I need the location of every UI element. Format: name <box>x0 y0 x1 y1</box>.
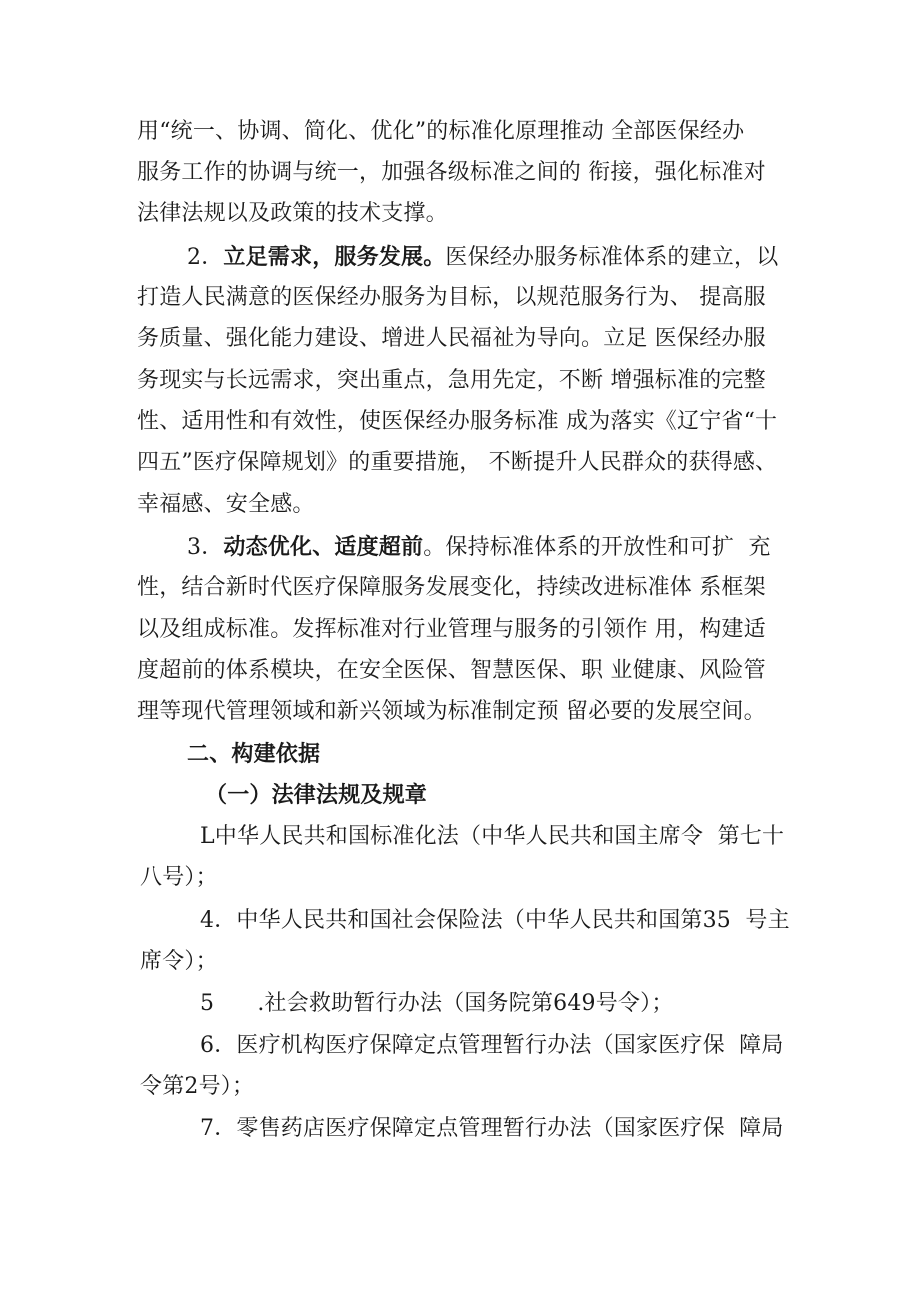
subsection1-heading: （一）法律法规及规章 <box>205 782 428 808</box>
item2-line-6: 四五”医疗保障规划》的重要措施， 不断提升人民群众的获得感、 <box>137 450 778 475</box>
section2-heading: 二、构建依据 <box>187 741 321 767</box>
law-1-line-2: 八号）； <box>140 865 218 890</box>
item3-title: 动态优化、适度超前 <box>223 534 424 560</box>
item2-line-3: 务质量、强化能力建设、增进人民福祉为导向。立足 医保经办服 <box>137 326 766 351</box>
law-1-line-1: L中华人民共和国标准化法（中华人民共和国主席令 第七十 <box>200 824 785 849</box>
item3-line-5: 理等现代管理领域和新兴领域为标准制定预 留必要的发展空间。 <box>137 699 766 724</box>
item3-line-2: 性，结合新时代医疗保障服务发展变化，持续改进标准体 系框架 <box>137 575 766 600</box>
item3-line-4: 度超前的体系模块，在安全医保、智慧医保、职 业健康、风险管 <box>137 658 766 683</box>
item3-number: 3． <box>187 535 224 560</box>
item3-first-line-rest: 。保持标准体系的开放性和可扩 充 <box>423 535 771 560</box>
law-3-line-1: 5 .社会救助暂行办法（国务院第649号令）； <box>200 991 674 1016</box>
item3-line-3: 以及组成标准。发挥标准对行业管理与服务的引领作 用，构建适 <box>137 617 766 642</box>
intro-line-2: 服务工作的协调与统一，加强各级标准之间的 衔接，强化标准对 <box>137 160 766 185</box>
item2-title: 立足需求，服务发展。 <box>223 244 446 270</box>
item2-line-7: 幸福感、安全感。 <box>137 492 315 517</box>
item2-line-5: 性、适用性和有效性，使医保经办服务标准 成为落实《辽宁省“十 <box>137 409 778 434</box>
intro-line-3: 法律法规以及政策的技术支撑。 <box>137 201 448 226</box>
item2-first-line-rest: 医保经办服务标准体系的建立，以 <box>445 245 779 270</box>
item3-first-line <box>187 533 771 562</box>
item2-number: 2． <box>187 245 224 270</box>
item2-line-4: 务现实与长远需求，突出重点，急用先定，不断 增强标准的完整 <box>137 368 766 393</box>
item2-first-line <box>187 243 778 272</box>
law-2-line-2: 席令）； <box>140 949 218 974</box>
item2-line-2: 打造人民满意的医保经办服务为目标，以规范服务行为、 提高服 <box>137 285 766 310</box>
law-5-line-1: 7．零售药店医疗保障定点管理暂行办法（国家医疗保 障局 <box>200 1116 784 1141</box>
intro-line-1: 用“统一、协调、简化、优化”的标准化原理推动 全部医保经办 <box>137 119 745 144</box>
law-4-line-2: 令第2号）； <box>140 1074 255 1099</box>
law-2-line-1: 4．中华人民共和国社会保险法（中华人民共和国第35 号主 <box>200 908 790 933</box>
law-4-line-1: 6．医疗机构医疗保障定点管理暂行办法（国家医疗保 障局 <box>200 1033 784 1058</box>
